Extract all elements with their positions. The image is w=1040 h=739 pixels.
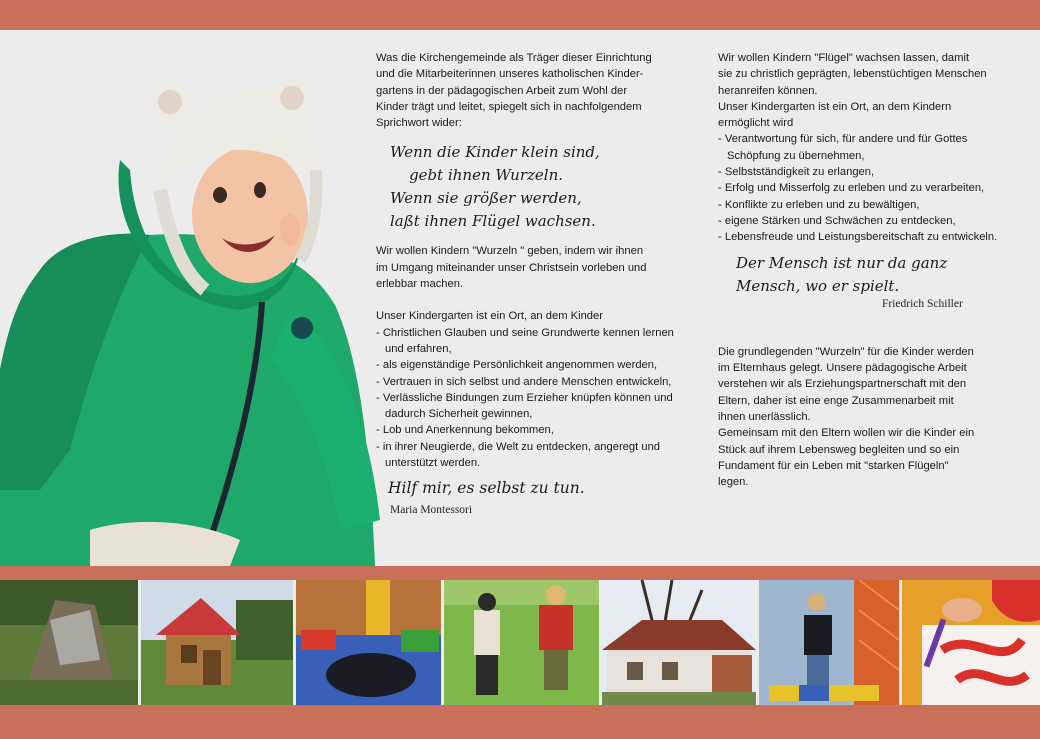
schiller-quote-line-2: Mensch, wo er spielt. [736,276,900,295]
children-on-meadow-photo [444,580,599,705]
middle-decorative-band [0,566,1040,580]
bottom-decorative-band [0,705,1040,739]
list-item: - als eigenständige Persönlichkeit angenommen werden, [376,357,676,373]
proverb-quote [390,141,676,233]
list-item: - Konflikte zu erleben und zu bewältigen, [718,197,1008,213]
montessori-author: Maria Montessori [390,504,473,517]
gym-balance-photo [759,580,899,705]
photo-strip [0,580,1040,705]
montessori-quote: Hilf mir, es selbst zu tun. [388,479,585,498]
list-item: - Vertrauen in sich selbst und andere Menschen entwickeln, [376,374,676,390]
right-text-column [718,50,1008,491]
list-item: - Erfolg und Misserfolg zu erleben und zu verarbeiten, [718,180,1008,196]
schiller-quote [736,252,1008,298]
list-item: - Selbstständigkeit zu erlangen, [718,164,1008,180]
child-painting-photo [902,580,1040,705]
list-item: - eigene Stärken und Schwächen zu entdecken, [718,213,1008,229]
play-corner-photo [296,580,441,705]
list-item: - Lebensfreude und Leistungsbereitschaft zu entwickeln. [718,229,1008,245]
proverb-line-1: Wenn die Kinder klein sind, [390,143,600,162]
child-in-green-jacket-photo [0,70,390,566]
wooden-playhouse-photo [141,580,293,705]
right-goals-list [718,131,1008,245]
middle-goals-list [376,325,676,472]
list-item: - Verlässliche Bindungen zum Erzieher knüpfen können und dadurch Sicherheit gewinnen, [376,390,676,423]
proverb-line-2: gebt ihnen Wurzeln. [390,166,564,185]
list-item: - Lob und Anerkennung bekommen, [376,422,676,438]
intro-paragraph: Was die Kirchengemeinde als Träger dieser Einrichtung und die Mitarbeiterinnen unseres katholischen Kinder- gartens in der pädagogischen Arbeit zum Wohl der Kinder trägt und leitet, spiegelt sich in nachfolgendem Sprichwort wider: [376,52,652,130]
list-item: - Verantwortung für sich, für andere und für Gottes Schöpfung zu übernehmen, [718,131,1008,164]
list-item: - in ihrer Neugierde, die Welt zu entdecken, angeregt und unterstützt werden. [376,439,676,472]
middle-text-column [376,50,676,519]
list-item: - Christlichen Glauben und seine Grundwerte kennen lernen und erfahren, [376,325,676,358]
right-list-intro: Unser Kindergarten ist ein Ort, an dem Kindern ermöglicht wird [718,100,952,130]
middle-list-intro: Unser Kindergarten ist ein Ort, an dem Kinder [376,310,603,323]
schiller-quote-line-1: Der Mensch ist nur da ganz [736,253,948,272]
tree-hut-photo [0,580,138,705]
wings-paragraph: Wir wollen Kindern "Flügel" wachsen lassen, damit sie zu christlich geprägten, lebenstüchtigen Menschen heranreifen können. [718,52,987,97]
proverb-line-4: laßt ihnen Flügel wachsen. [390,212,596,231]
closing-paragraph: Die grundlegenden "Wurzeln" für die Kinder werden im Elternhaus gelegt. Unsere pädagogische Arbeit verstehen wir als Erziehungspartnerschaft mit den Eltern, daher ist eine enge Zusammenarbeit mit ihnen unerlässlich. Gemeinsam mit den Eltern wollen wir die Kinder ein Stück auf ihrem Lebensweg begleiten und so ein Fundament für ein Leben mit "starken Flügeln" legen. [718,345,975,489]
roots-paragraph: Wir wollen Kindern "Wurzeln " geben, indem wir ihnen im Umgang miteinander unser Christsein vorleben und erlebbar machen. [376,245,647,291]
schiller-author: Friedrich Schiller [882,297,963,310]
proverb-line-3: Wenn sie größer werden, [390,189,582,208]
kindergarten-building-photo [602,580,756,705]
top-decorative-band [0,0,1040,30]
